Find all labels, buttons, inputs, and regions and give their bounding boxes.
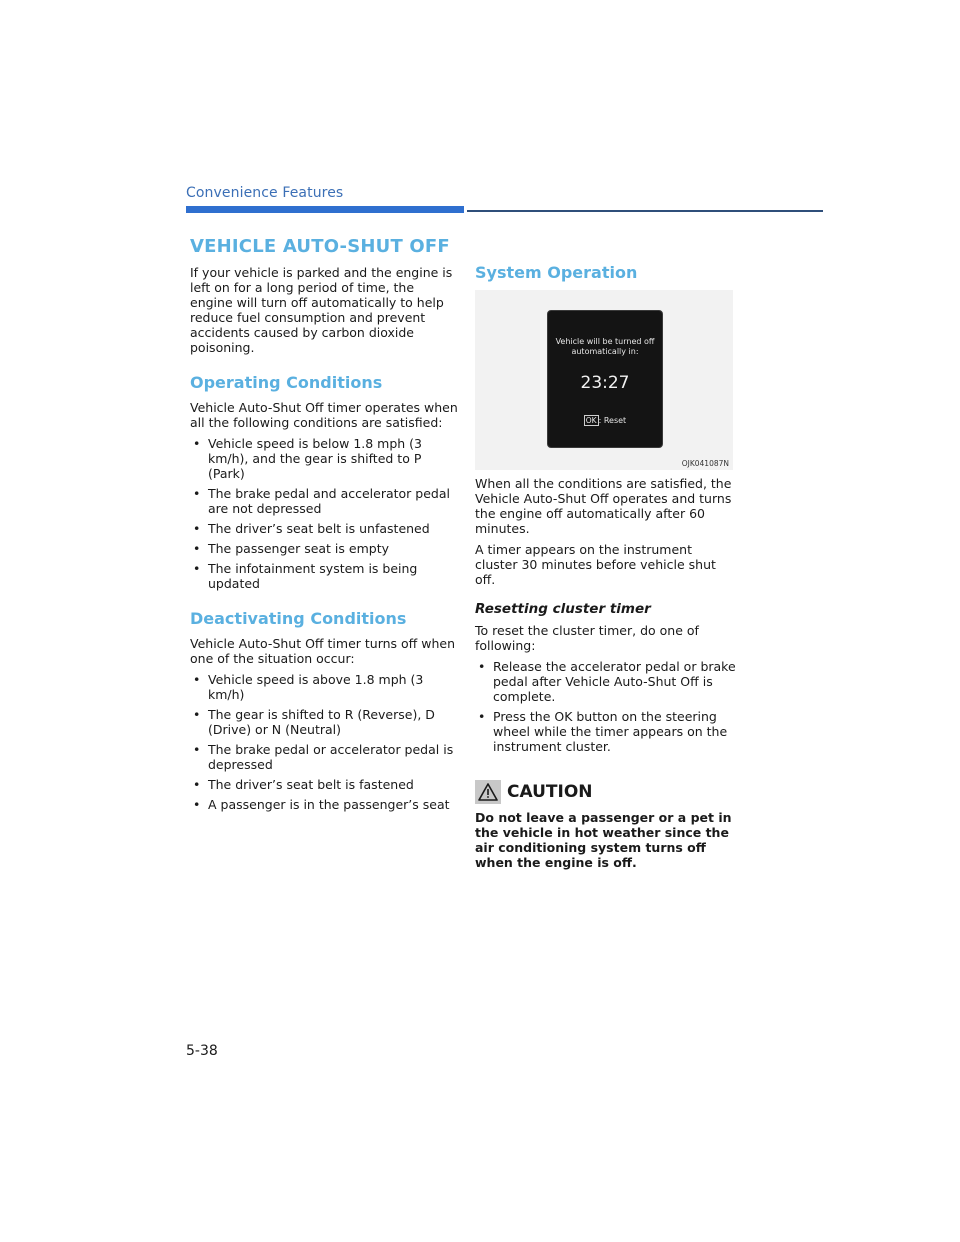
list-item: • The infotainment system is being updated	[193, 561, 418, 591]
operating-conditions-heading: Operating Conditions	[190, 373, 383, 392]
operating-conditions-list	[190, 436, 458, 591]
header-rule	[467, 210, 823, 212]
ok-button-icon: OK	[585, 416, 597, 425]
list-item: • Vehicle speed is above 1.8 mph (3 km/h)	[193, 672, 424, 702]
caution-label: CAUTION	[507, 782, 593, 802]
list-item: • Release the accelerator pedal or brake pedal after Vehicle Auto-Shut Off is complete.	[478, 659, 736, 704]
system-operation-paragraph-1: When all the conditions are satisfied, the Vehicle Auto-Shut Off operates and turns the engine off automatically after 60 minutes.	[475, 476, 732, 536]
cluster-display-figure	[475, 290, 733, 470]
resetting-timer-heading: Resetting cluster timer	[475, 601, 651, 617]
bullet-icon: •	[478, 709, 486, 724]
deactivating-conditions-text: Vehicle Auto-Shut Off timer turns off when one of the situation occur:	[190, 636, 456, 666]
list-item: • Vehicle speed is below 1.8 mph (3 km/h), and the gear is shifted to P (Park)	[193, 436, 423, 481]
caution-header	[475, 780, 737, 804]
bullet-icon: •	[193, 486, 201, 501]
bullet-icon: •	[193, 521, 201, 536]
page-number: 5-38	[186, 1043, 218, 1059]
list-item: • The gear is shifted to R (Reverse), D (Drive) or N (Neutral)	[193, 707, 435, 737]
list-item: • The brake pedal and accelerator pedal are not depressed	[193, 486, 450, 516]
operating-conditions-text: Vehicle Auto-Shut Off timer operates when all the following conditions are satisfied:	[190, 400, 458, 430]
bullet-icon: •	[478, 659, 486, 674]
deactivating-conditions-list	[190, 672, 458, 812]
cluster-timer: 23:27	[580, 373, 630, 393]
warning-triangle-icon	[475, 780, 501, 804]
system-operation-heading: System Operation	[475, 263, 638, 282]
bullet-icon: •	[193, 797, 201, 812]
list-item: • Press the OK button on the steering wheel while the timer appears on the instrument cluster.	[478, 709, 728, 754]
list-item: • The passenger seat is empty	[193, 541, 389, 556]
bullet-icon: •	[193, 541, 201, 556]
bullet-icon: •	[193, 777, 201, 792]
list-item: • The driver’s seat belt is fastened	[193, 777, 414, 792]
list-item: • A passenger is in the passenger’s seat	[193, 797, 450, 812]
list-item: • The driver’s seat belt is unfastened	[193, 521, 430, 536]
resetting-timer-list	[475, 659, 737, 754]
bullet-icon: •	[193, 672, 201, 687]
left-column	[190, 236, 458, 817]
caution-text: Do not leave a passenger or a pet in the vehicle in hot weather since the air conditioning system turns off when the engine is off.	[475, 810, 732, 870]
cluster-reset-hint: OK : Reset	[585, 416, 627, 425]
header-section-title: Convenience Features	[186, 185, 344, 201]
page-title: VEHICLE AUTO-SHUT OFF	[190, 236, 450, 257]
header-accent-bar	[186, 206, 464, 213]
cluster-message: Vehicle will be turned off automatically in:	[555, 337, 655, 356]
resetting-timer-text: To reset the cluster timer, do one of following:	[475, 623, 699, 653]
bullet-icon: •	[193, 707, 201, 722]
intro-paragraph: If your vehicle is parked and the engine is left on for a long period of time, the engine will turn off automatically to help reduce fuel consumption and prevent accidents caused by carbon dioxide poisoning.	[190, 265, 453, 355]
system-operation-paragraph-2: A timer appears on the instrument cluster 30 minutes before vehicle shut off.	[475, 542, 716, 587]
bullet-icon: •	[193, 561, 201, 576]
figure-code: OJK041087N	[681, 459, 729, 468]
list-item: • The brake pedal or accelerator pedal is depressed	[193, 742, 454, 772]
cluster-screen	[547, 310, 663, 448]
right-column	[475, 263, 737, 870]
bullet-icon: •	[193, 742, 201, 757]
deactivating-conditions-heading: Deactivating Conditions	[190, 609, 407, 628]
bullet-icon: •	[193, 436, 201, 451]
